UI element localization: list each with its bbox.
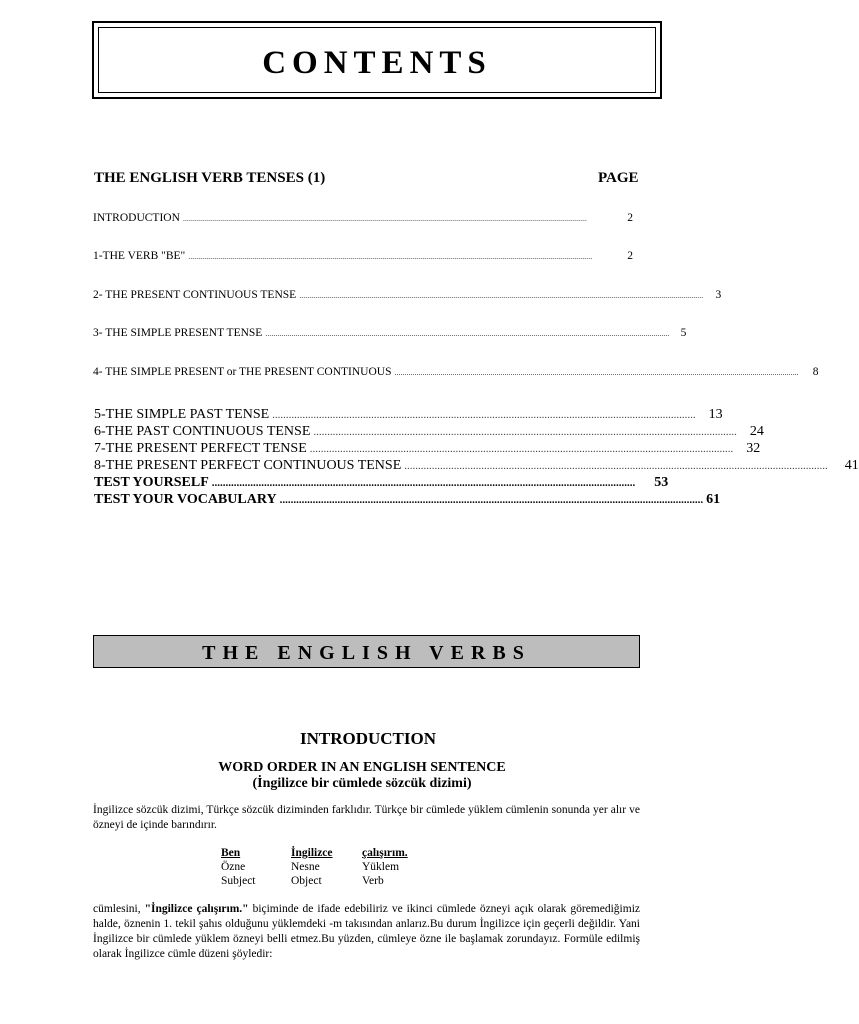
toc-leader-dots: .......................................................................................................................................................................................................... [265, 329, 670, 338]
toc-entry [94, 491, 721, 509]
paragraph-1: İngilizce sözcük dizimi, Türkçe sözcük diziminden farklıdır. Türkçe bir cümlede yüklem cümlenin sonunda yer alır ve özneyi de içinde barındırır. [93, 804, 640, 831]
toc-entry [94, 406, 723, 424]
toc-entry-page: 13 [708, 407, 723, 422]
paragraph-2-prefix: cümlesini, [93, 903, 145, 915]
toc-leader-dots: .......................................................................................................................................................... [211, 477, 636, 489]
toc-entry [93, 366, 819, 378]
toc-entry-page: 5 [680, 327, 687, 339]
toc-entry [94, 423, 764, 441]
subheading-translation: (İngilizce bir cümlede sözcük dizimi) [252, 776, 472, 791]
section-title: THE ENGLISH VERB TENSES (1) [94, 170, 326, 186]
toc-entry-label: 4- THE SIMPLE PRESENT or THE PRESENT CONTINUOUS [93, 366, 392, 378]
paragraph-2-quote: "İngilizce çalışırım." [144, 903, 249, 915]
toc-leader-dots: .......................................................................................................................................................................................................... [188, 252, 593, 261]
toc-entry-label: 6-THE PAST CONTINUOUS TENSE [94, 424, 311, 439]
example-header-cell: Ben [221, 847, 241, 859]
toc-entry-label: 1-THE VERB "BE" [93, 250, 186, 262]
toc-entry-label: TEST YOURSELF [94, 475, 209, 490]
title-box [92, 21, 662, 99]
toc-entry [94, 474, 669, 492]
toc-entry [94, 440, 761, 458]
paragraph-2 [93, 902, 640, 962]
example-header-cell: çalışırım. [362, 847, 408, 859]
toc-entry-page: 41 [844, 458, 859, 473]
example-cell: Verb [362, 875, 384, 887]
example-cell: Object [291, 875, 322, 887]
toc-leader-dots: .......................................................................................................................................................... [279, 494, 704, 506]
example-cell: Subject [221, 875, 256, 887]
toc-leader-dots: .......................................................................................................................................................... [309, 443, 734, 455]
chapter-banner-title: THE ENGLISH VERBS [202, 642, 531, 664]
toc-entry-page: 3 [715, 289, 722, 301]
chapter-banner [93, 635, 640, 668]
toc-entry [94, 457, 859, 475]
toc-entry-label: 5-THE SIMPLE PAST TENSE [94, 407, 270, 422]
toc-entry-page: 53 [654, 475, 669, 490]
toc-leader-dots: .......................................................................................................................................................................................................... [394, 368, 799, 377]
page-title: CONTENTS [262, 45, 492, 81]
toc-entry [93, 212, 633, 224]
toc-leader-dots: .......................................................................................................................................................... [404, 460, 828, 472]
toc-entry-label: TEST YOUR VOCABULARY [94, 492, 277, 507]
toc-entry-page: 24 [749, 424, 764, 439]
example-cell: Nesne [291, 861, 320, 873]
toc-entry-label: 3- THE SIMPLE PRESENT TENSE [93, 327, 263, 339]
toc-leader-dots: .......................................................................................................................................................................................................... [182, 214, 587, 223]
toc-entry [93, 289, 722, 301]
toc-entry [93, 250, 633, 262]
toc-leader-dots: .......................................................................................................................................................................................................... [299, 291, 704, 300]
example-cell: Yüklem [362, 861, 400, 873]
toc-entry-page: 32 [746, 441, 761, 456]
toc-entry-page: 61 [706, 492, 721, 507]
toc-entry [93, 327, 687, 339]
page-column-label: PAGE [598, 170, 639, 186]
introduction-heading: INTRODUCTION [299, 729, 437, 748]
toc-entry-label: 7-THE PRESENT PERFECT TENSE [94, 441, 307, 456]
toc-leader-dots: .......................................................................................................................................................... [272, 409, 696, 421]
toc-entry-page: 8 [812, 366, 819, 378]
example-cell: Özne [221, 861, 246, 873]
toc-leader-dots: .......................................................................................................................................................... [313, 426, 737, 438]
toc-entry-page: 2 [627, 250, 633, 262]
toc-entry-label: 8-THE PRESENT PERFECT CONTINUOUS TENSE [94, 458, 402, 473]
toc-entry-label: INTRODUCTION [93, 212, 180, 224]
toc-entry-label: 2- THE PRESENT CONTINUOUS TENSE [93, 289, 297, 301]
toc-entry-page: 2 [627, 212, 633, 224]
paragraph-2-rest: biçiminde de ifade edebiliriz ve ikinci cümlede özneyi açık olarak göremediğimiz halde, öznenin 1. tekil şahıs olduğunu yüklemdeki -m takısından anlarız.Bu durum İngilizce için geçerli değildir. Yani İngilizce bir cümlede yüklem özneyi belli etmez.Bu yüzden, cümleye özne ile başlamak zorundayız. Formüle edilmiş olarak İngilizce cümle düzeni şöyledir: [93, 903, 640, 960]
subheading: WORD ORDER IN AN ENGLISH SENTENCE [218, 760, 506, 775]
example-header-cell: İngilizce [291, 847, 333, 859]
